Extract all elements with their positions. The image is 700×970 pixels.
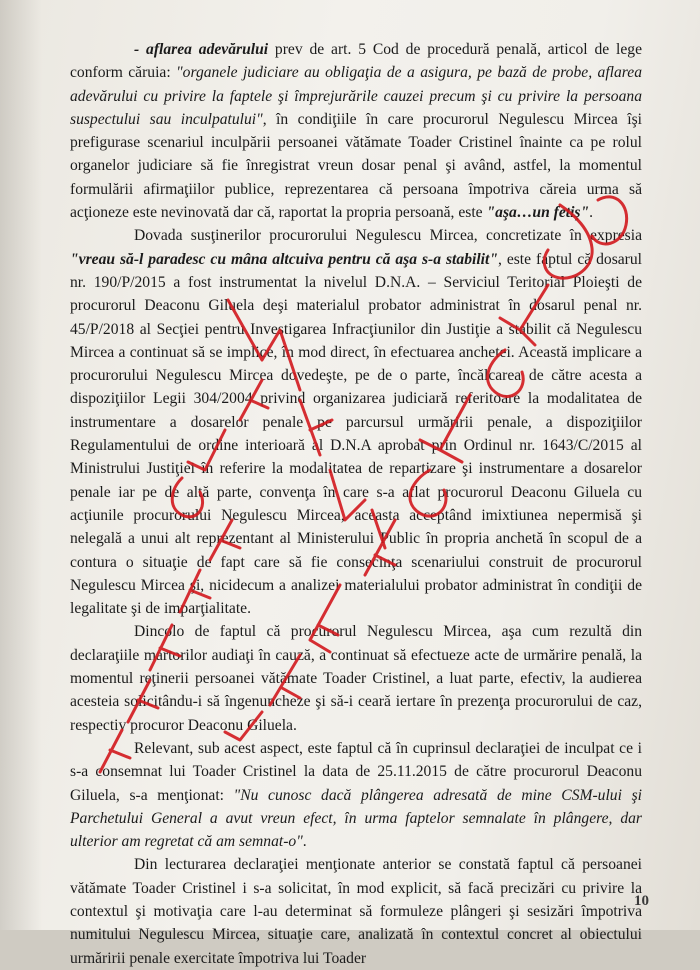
paragraph [70, 737, 642, 853]
bold-italic-text: - aflarea adevărului [134, 41, 269, 58]
bold-italic-text: "vreau să-l paradesc cu mâna altcuiva pentru că aşa s-a stabilit" [70, 250, 498, 268]
document-body [70, 38, 642, 970]
bold-italic-text: "aşa…un fetiş" [486, 204, 590, 222]
body-text: , este faptul că dosarul nr. 190/P/2015 a fost instrumentat la nivelul D.N.A. – Serviciul Teritorial Ploieşti de procurorul Deaconu Giluela deşi materialul probator administrat în dosarul penal nr. 45/P/2018 al Secţiei pentru Investigarea Infracţiunilor din Justiţie a stabilit că Negulescu Mircea a continuat să se implice, în mod direct, în efectuarea anchetei. Această implicare a procurorului Negulescu Mircea dovedeşte, pe de o parte, încălcarea de către acesta a dispoziţiilor Legii 304/2004 privind organizarea judiciară referitoare la modalitatea de instrumentare a dosarelor penale pe parcursul urmăririi penale, a dispoziţiilor Regulamentului de ordine interioară al D.N.A aprobat prin Ordinul nr. 1643/C/2015 al Ministrului Justiţiei în referire la modalitatea de repartizare şi instrumentare a dosarelor penale iar pe de altă parte, convenţa în care s-a aflat procurorul Deaconu Giluela cu acţiunile procurorului Negulescu Mircea, aceasta acceptând imixtiunea nepermisă şi nelegală a unui alt reprezentant al Ministerului Public în propria anchetă în scopul de a contura o situaţie de fapt care să fie consecinţa scenariului construit de procurorul Negulescu Mircea şi, nicidecum a analizei materialului probator administrat în condiţii de legalitate şi de imparţialitate. [70, 250, 643, 618]
body-text: Dincolo de faptul că procurorul Negulescu Mircea, aşa cum rezultă din declaraţiile martorilor audiaţi în cauză, a continuat să efectueze acte de urmărire penală, la momentul reţinerii persoanei vătămate Toader Cristinel, a luat parte, efectiv, la audierea acesteia solicitându-i să îngenuncheze şi să-i ceară iertare în prezenţa procurorului de caz, respectiv procuror Deaconu Giluela. [70, 623, 642, 734]
paragraph [70, 620, 642, 736]
body-text: prev de art. 5 Cod de procedură penală, articol de lege conform căruia: [70, 41, 643, 82]
paragraph [70, 224, 642, 620]
page-edge-shadow [0, 0, 42, 930]
body-text: , în condiţiile în care procurorul Negulescu Mircea îşi prefigurase scenariul inculpării persoanei vătămate Toader Cristinel înainte ca pe rolul organelor judiciare să fie înregistrat vreun dosar penal şi având, astfel, la momentul formulării afirmaţiilor publice, reprezentarea că persoana împotriva căreia urma să acţioneze este nevinovată dar că, raportat la propria persoană, este [70, 110, 642, 222]
page-number: 10 [634, 893, 649, 909]
italic-quote-text: "Nu cunosc dacă plângerea adresată de mine CSM-ului şi Parchetului General a avut vreun efect, în urma faptelor semnalate în plângere, dar ulterior am regretat că am semnat-o" [70, 786, 643, 851]
body-text: Din lecturarea declaraţiei menţionate anterior se constată faptul că persoanei vătămate Toader Cristinel i s-a solicitat, în mod explicit, să facă precizări cu privire la contextul şi motivaţia care l-au determinat să formuleze plângeri şi sesizări împotriva numitului Negulescu Mircea, situaţie care, analizată în contextul concret al obiectului urmăririi penale exercitate împotriva lui Toader [70, 856, 642, 967]
body-text: . [589, 204, 594, 222]
paragraph [70, 853, 642, 969]
body-text: Relevant, sub acest aspect, este faptul că în cuprinsul declaraţiei de inculpat ce i s-a consemnat lui Toader Cristinel la data de 25.11.2015 de către procurorul Deaconu Giluela, s-a menţionat: [70, 739, 642, 804]
italic-quote-text: "organele judiciare au obligaţia de a asigura, pe bază de probe, aflarea adevărului cu privire la faptele şi împrejurările cauzei precum şi cu privire la persoana suspectului sau inculpatului" [70, 64, 642, 128]
body-text: Dovada susţinerilor procurorului Negulescu Mircea, concretizate în expresia [134, 227, 642, 245]
body-text: . [302, 833, 307, 851]
paragraph [70, 38, 642, 224]
